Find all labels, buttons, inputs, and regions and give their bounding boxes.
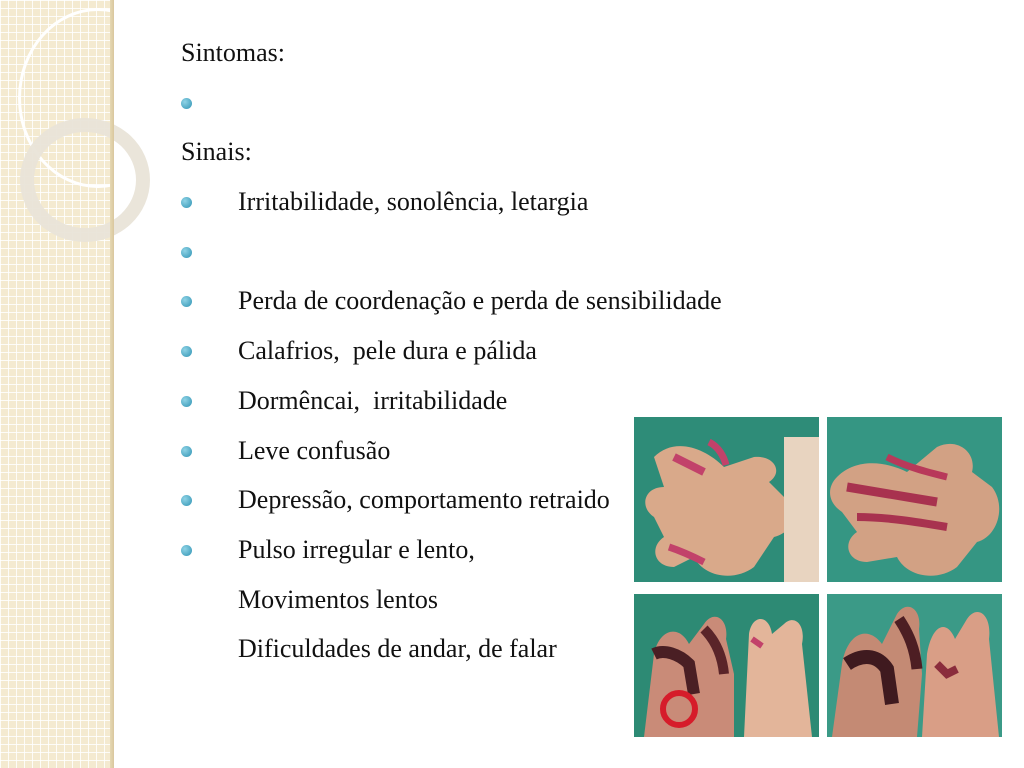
bullet-icon	[181, 98, 192, 109]
sign-text: Calafrios, pele dura e pálida	[238, 336, 537, 366]
bullet-icon	[181, 247, 192, 258]
sign-text: Dormêncai, irritabilidade	[238, 385, 508, 415]
bullet-icon	[181, 495, 192, 506]
frostbite-photo-collage	[634, 417, 1002, 737]
sign-text: Leve confusão	[238, 435, 391, 465]
symptom-text: Irritabilidade, sonolência, letargia	[238, 187, 589, 217]
sign-text: Pulso irregular e lento,	[238, 534, 475, 564]
sign-text: Depressão, comportamento retraido	[238, 485, 610, 515]
panel-divider	[110, 0, 114, 768]
decorative-side-panel	[0, 0, 114, 768]
bullet-icon	[181, 197, 192, 208]
sign-item	[181, 177, 881, 316]
bullet-icon	[181, 545, 192, 556]
hand-photo	[827, 417, 1002, 582]
heading-signs: Sinais:	[181, 137, 252, 167]
sign-text: Perda de coordenação e perda de sensibilidade	[238, 286, 722, 316]
bullet-icon	[181, 346, 192, 357]
hand-photo	[827, 594, 1002, 737]
bullet-icon	[181, 396, 192, 407]
bullet-icon	[181, 296, 192, 307]
decorative-ring	[20, 118, 150, 242]
sign-text: Movimentos lentos	[238, 584, 439, 614]
hand-photo	[634, 417, 819, 582]
hand-photo	[634, 594, 819, 737]
bullet-icon	[181, 446, 192, 457]
heading-symptoms: Sintomas:	[181, 38, 286, 67]
sign-text: Dificuldades de andar, de falar	[238, 634, 557, 664]
